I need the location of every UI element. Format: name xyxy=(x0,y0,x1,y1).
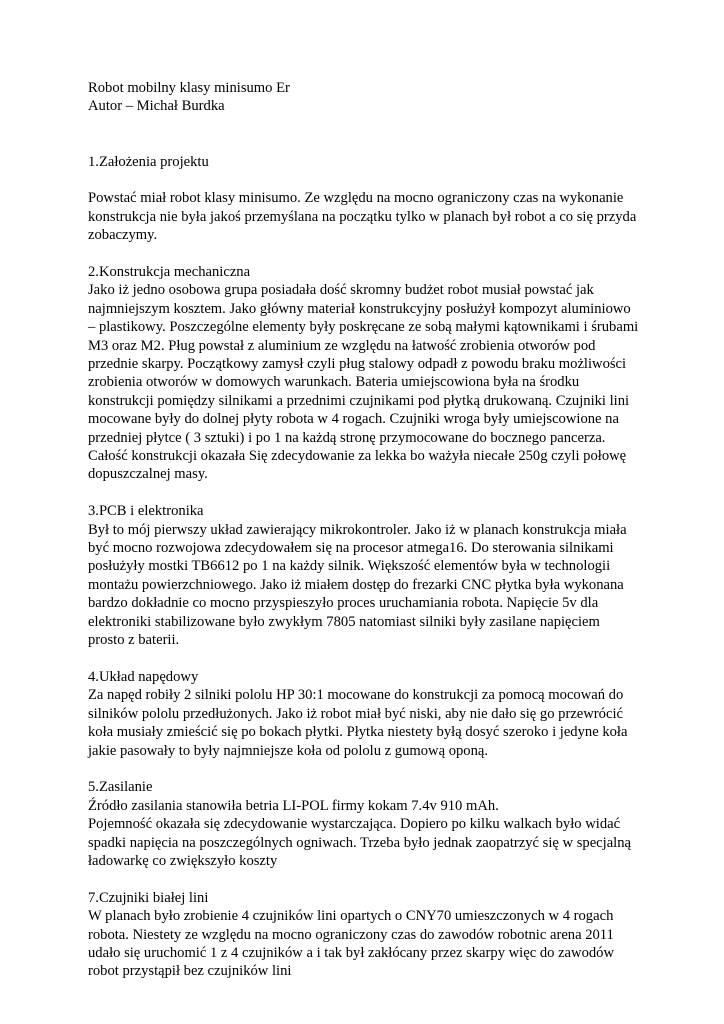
paragraph-line: W planach było zrobienie 4 czujników lini opartych o CNY70 umieszczonych w 4 rogach xyxy=(88,908,614,925)
paragraph-line: – plastikowy. Poszczególne elementy były poskręcane ze sobą małymi kątownikami i śrubami xyxy=(88,319,639,336)
section-heading: 2.Konstrukcja mechaniczna xyxy=(88,264,251,280)
spacer xyxy=(88,171,648,189)
section-heading: 5.Zasilanie xyxy=(88,779,153,796)
paragraph-line: Źródło zasilania stanowiła betria LI-POL firmy kokam 7.4v 910 mAh. xyxy=(88,797,499,814)
paragraph-line: elektroniki stabilizowane było zwykłym 7805 natomiast silniki były zasilane napięciem xyxy=(88,613,600,630)
paragraph-line: Za napęd robiły 2 silniki pololu HP 30:1 mocowane do konstrukcji za pomocą mocowań do xyxy=(88,687,624,704)
section-4 xyxy=(88,668,648,760)
paragraph-line: Powstać miał robot klasy minisumo. Ze względu na mocno ograniczony czas na wykonanie xyxy=(88,190,624,207)
paragraph-line: udało się uruchomić 1 z 4 czujników a i tak był zakłócany przez skarpy więc do zawodów xyxy=(88,944,615,961)
spacer xyxy=(88,245,648,263)
paragraph-line: najmniejszym kosztem. Jako główny materiał konstrukcyjny posłużył kompozyt aluminiowo xyxy=(88,300,631,317)
section-heading: 1.Założenia projektu xyxy=(88,153,209,170)
paragraph-line: jakie pasowały to były najmniejsze koła od pololu z gumową oponą. xyxy=(88,742,489,759)
paragraph-line: robota. Niestety ze względu na mocno ograniczony czas do zawodów robotnic arena 2011 xyxy=(88,926,614,943)
section-2 xyxy=(88,263,648,484)
paragraph-line: silników pololu przedłużonych. Jako iż robot miał być niski, aby nie dało się go przewrócić xyxy=(88,705,623,722)
document-title: Robot mobilny klasy minisumo Er xyxy=(88,80,290,96)
paragraph-line: robot przystąpił bez czujników lini xyxy=(88,963,292,980)
paragraph-line: zobaczymy. xyxy=(88,227,158,244)
paragraph-line: prosto z baterii. xyxy=(88,632,180,649)
paragraph-line: Całość konstrukcji okazała Się zdecydowanie za lekka bo ważyła niecałe 250g czyli połowę xyxy=(88,448,627,465)
section-5 xyxy=(88,778,648,870)
paragraph-line: koła musiały zmieścić się po bokach płytki. Płytka niestety byłą dosyć szeroko i jedyne koła xyxy=(88,724,628,741)
paragraph-line: dopuszczalnej masy. xyxy=(88,466,208,483)
spacer xyxy=(88,134,648,152)
spacer xyxy=(88,484,648,502)
document-page xyxy=(88,79,648,981)
paragraph-line: zrobienia otworów w domowych warunkach. Bateria umiejscowiona była na środku xyxy=(88,374,580,391)
spacer xyxy=(88,760,648,778)
paragraph-line: M3 oraz M2. Pług powstał z aluminium ze względu na łatwość zrobienia otworów pod xyxy=(88,337,596,354)
paragraph-line: konstrukcja nie była jakoś przemyślana na początku tylko w planach był robot a co się przyda xyxy=(88,208,637,225)
section-3 xyxy=(88,502,648,649)
section-heading: 3.PCB i elektronika xyxy=(88,503,204,520)
spacer xyxy=(88,870,648,888)
paragraph-line: spadki napięcia na poszczególnych ogniwach. Trzeba było jednak zaopatrzyć się w specjalną xyxy=(88,834,632,851)
section-heading: 4.Układ napędowy xyxy=(88,668,199,685)
paragraph-line: konstrukcji pomiędzy silnikami a przednimi czujnikami pod płytką drukowaną. Czujniki lini xyxy=(88,392,630,409)
paragraph-line: przednie skarpy. Początkowy zamysł czyli pług stalowy odpadł z powodu braku możliwości xyxy=(88,356,627,373)
spacer xyxy=(88,116,648,134)
paragraph-line: ładowarkę co zwiększyło koszty xyxy=(88,852,278,869)
paragraph-line: posłużyły mostki TB6612 po 1 na każdy silnik. Większość elementów była w technologii xyxy=(88,558,611,575)
paragraph-line: Pojemność okazała się zdecydowanie wystarczająca. Dopiero po kilku walkach było widać xyxy=(88,816,621,833)
section-heading: 7.Czujniki białej lini xyxy=(88,889,209,906)
document-author: Autor – Michał Burdka xyxy=(88,98,225,115)
sections-container xyxy=(88,153,648,981)
section-6 xyxy=(88,889,648,981)
paragraph-line: przedniej płytce ( 3 sztuki) i po 1 na każdą stronę przymocowane do bocznego pancerza. xyxy=(88,429,606,446)
paragraph-line: być mocno rozwojowa zdecydowałem się na procesor atmega16. Do sterowania silnikami xyxy=(88,540,614,557)
paragraph-line: montażu powierzchniowego. Jako iż miałem dostęp do frezarki CNC płytka była wykonana xyxy=(88,576,624,593)
spacer xyxy=(88,650,648,668)
paragraph-line: mocowane były do dolnej płyty robota w 4 rogach. Czujniki wroga były umiejscowione na xyxy=(88,411,619,428)
paragraph-line: Był to mój pierwszy układ zawierający mikrokontroler. Jako iż w planach konstrukcja miała xyxy=(88,521,627,538)
paragraph-line: bardzo dokładnie co mocno przyspieszyło proces uruchamiania robota. Napięcie 5v dla xyxy=(88,595,599,612)
paragraph-line: Jako iż jedno osobowa grupa posiadała dość skromny budżet robot musiał powstać jak xyxy=(88,282,594,299)
section-1 xyxy=(88,153,648,245)
